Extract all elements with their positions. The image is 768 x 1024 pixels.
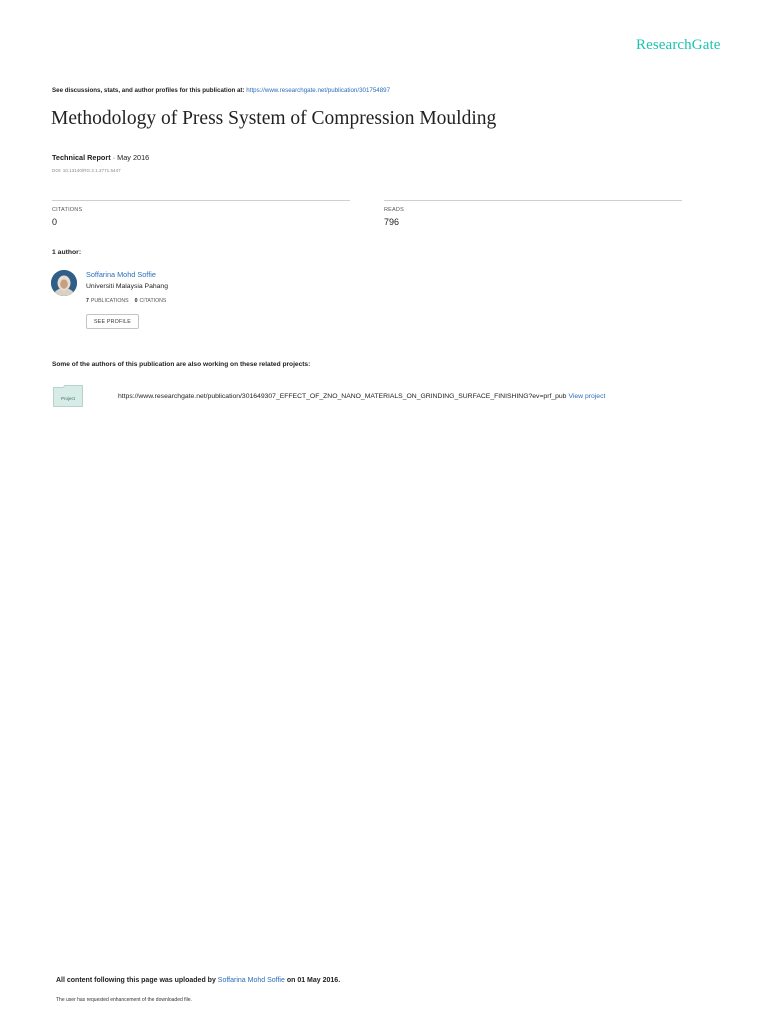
- author-citations-count: 0: [134, 298, 138, 304]
- project-icon-graphic: [53, 385, 83, 407]
- citations-label: CITATIONS: [52, 207, 83, 213]
- publication-type: Technical Report: [52, 153, 111, 162]
- author-citations-label: CITATIONS: [139, 298, 167, 304]
- reads-label: READS: [384, 207, 404, 213]
- see-profile-button[interactable]: SEE PROFILE: [86, 314, 139, 329]
- publication-date: · May 2016: [110, 153, 150, 162]
- author-publications-label: PUBLICATIONS: [90, 298, 129, 304]
- avatar-image: [51, 270, 77, 296]
- author-name-link[interactable]: Soffarina Mohd Soffie: [86, 270, 156, 279]
- citations-value: 0: [52, 217, 58, 227]
- author-institution: Universiti Malaysia Pahang: [86, 283, 168, 290]
- authors-heading: 1 author:: [52, 249, 82, 256]
- discussion-line: [52, 87, 390, 94]
- uploader-link[interactable]: Soffarina Mohd Soffie: [217, 977, 285, 984]
- project-icon-label: Project: [60, 396, 76, 401]
- project-folder-icon[interactable]: [53, 385, 83, 407]
- related-projects-heading: Some of the authors of this publication are also working on these related projects:: [52, 361, 311, 368]
- publication-url-link[interactable]: https://www.researchgate.net/publication/301754897: [246, 87, 391, 94]
- publication-meta: [52, 153, 149, 162]
- reads-value: 796: [384, 217, 400, 227]
- publication-title: Methodology of Press System of Compression Moulding: [51, 108, 497, 129]
- upload-suffix: on 01 May 2016.: [286, 977, 341, 984]
- citations-stat: [52, 200, 350, 227]
- discussion-text: See discussions, stats, and author profiles for this publication at:: [52, 87, 245, 94]
- author-avatar[interactable]: [51, 270, 77, 296]
- view-project-link[interactable]: View project: [568, 393, 606, 400]
- upload-prefix: All content following this page was uploaded by: [56, 977, 216, 984]
- author-stats: [86, 298, 166, 304]
- download-note: The user has requested enhancement of the downloaded file.: [56, 997, 192, 1003]
- project-url: https://www.researchgate.net/publication/301649307_EFFECT_OF_ZNO_NANO_MATERIALS_ON_GRINDING_SURFACE_FINISHING?ev=prf_pub: [118, 393, 567, 400]
- researchgate-logo[interactable]: ResearchGate: [636, 37, 721, 53]
- publication-doi: DOI: 10.13140/RG.2.1.2771.5447: [52, 168, 121, 173]
- reads-stat: [384, 200, 682, 227]
- author-publications-count: 7: [86, 298, 89, 304]
- upload-footer: [56, 977, 340, 984]
- project-row: [118, 393, 605, 400]
